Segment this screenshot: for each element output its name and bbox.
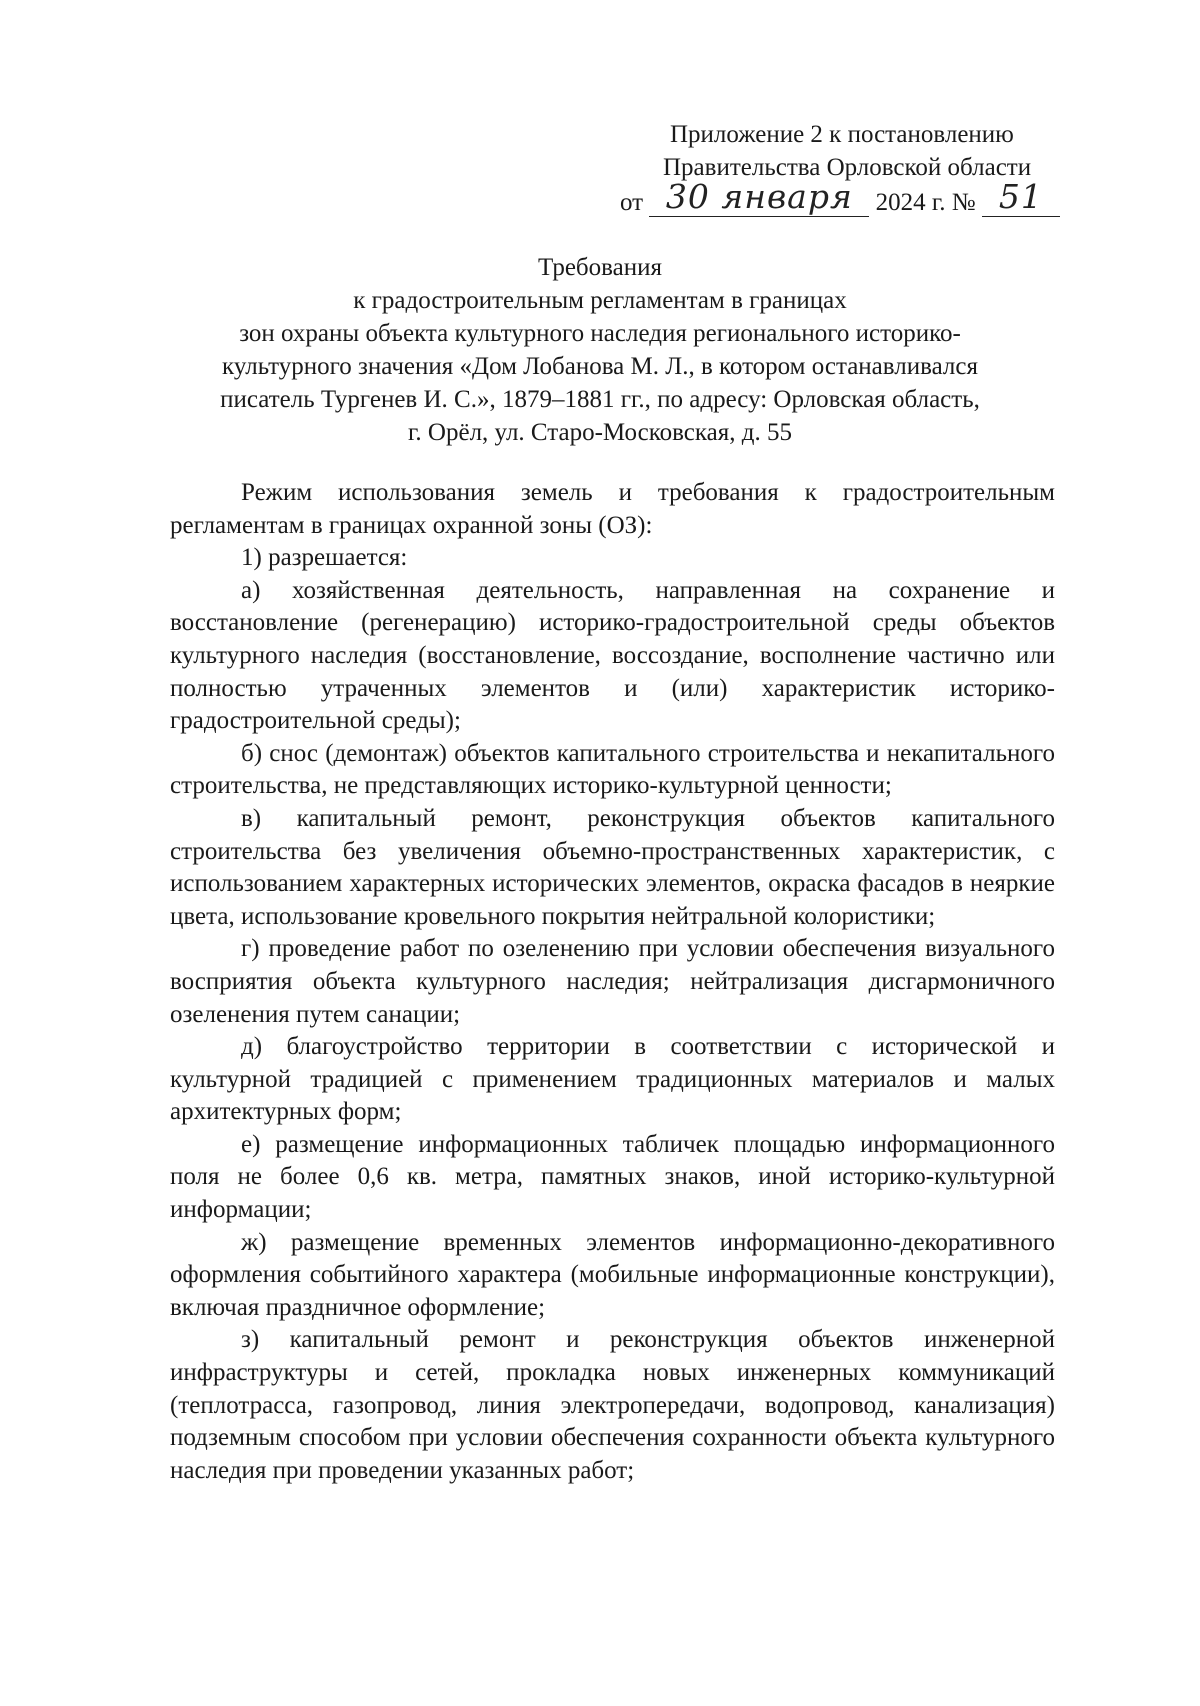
government-line: Правительства Орловской области xyxy=(663,154,1032,181)
document-title xyxy=(150,251,1050,449)
appendix-line: Приложение 2 к постановлению xyxy=(670,121,1014,148)
appendix-header xyxy=(620,118,1060,219)
handwritten-date-text: 30 января xyxy=(665,177,853,216)
list-item: б) снос (демонтаж) объектов капитального строительства и некапитального строительства, не представляющих историко-культурной ценности; xyxy=(170,739,1055,800)
list-item: д) благоустройство территории в соответствии с исторической и культурной традицией с применением традиционных материалов и малых архитектурных форм; xyxy=(170,1033,1055,1126)
title-line: к градостроительным регламентам в границах xyxy=(353,287,847,314)
handwritten-number-text: 51 xyxy=(998,177,1043,216)
list-heading: 1) разрешается: xyxy=(241,544,408,572)
intro-paragraph: Режим использования земель и требования к градостроительным регламентам в границах охранной зоны (ОЗ): xyxy=(170,479,1055,539)
date-prefix: от xyxy=(620,189,644,216)
year-number-label: 2024 г. № xyxy=(875,189,976,216)
handwritten-date xyxy=(649,177,869,217)
list-item: а) хозяйственная деятельность, направленная на сохранение и восстановление (регенерацию) историко-градостроительной среды объектов культурного наследия (восстановление, воссоздание, восполнение частично или полностью утраченных элементов и (или) характеристик историко-градостроительной среды); xyxy=(170,576,1055,735)
document-body xyxy=(170,477,1055,1487)
title-line: Требования xyxy=(538,254,662,281)
list-item: в) капитальный ремонт, реконструкция объектов капитального строительства без увеличения объемно-пространственных характеристик, с использованием характерных исторических элементов, окраска фасадов в неяркие цвета, использование кровельного покрытия нейтральной колористики; xyxy=(170,804,1055,930)
list-item: ж) размещение временных элементов информационно-декоративного оформления событийного характера (мобильные информационные конструкции), включая праздничное оформление; xyxy=(170,1228,1055,1321)
title-line: культурного значения «Дом Лобанова М. Л., в котором останавливался xyxy=(222,353,978,380)
date-number-line xyxy=(620,177,1060,219)
handwritten-number xyxy=(982,177,1060,217)
title-line: г. Орёл, ул. Старо-Московская, д. 55 xyxy=(408,419,792,446)
title-line: писатель Тургенев И. С.», 1879–1881 гг., по адресу: Орловская область, xyxy=(220,386,980,413)
title-line: зон охраны объекта культурного наследия регионального историко- xyxy=(239,320,961,347)
list-item: г) проведение работ по озеленению при условии обеспечения визуального восприятия объекта культурного наследия; нейтрализация дисгармоничного озеленения путем санации; xyxy=(170,935,1055,1028)
list-item: з) капитальный ремонт и реконструкция объектов инженерной инфраструктуры и сетей, прокладка новых инженерных коммуникаций (теплотрасса, газопровод, линия электропередачи, водопровод, канализация) подземным способом при условии обеспечения сохранности объекта культурного наследия при проведении указанных работ; xyxy=(170,1326,1055,1484)
list-item: е) размещение информационных табличек площадью информационного поля не более 0,6 кв. метра, памятных знаков, иной историко-культурной информации; xyxy=(170,1130,1055,1224)
